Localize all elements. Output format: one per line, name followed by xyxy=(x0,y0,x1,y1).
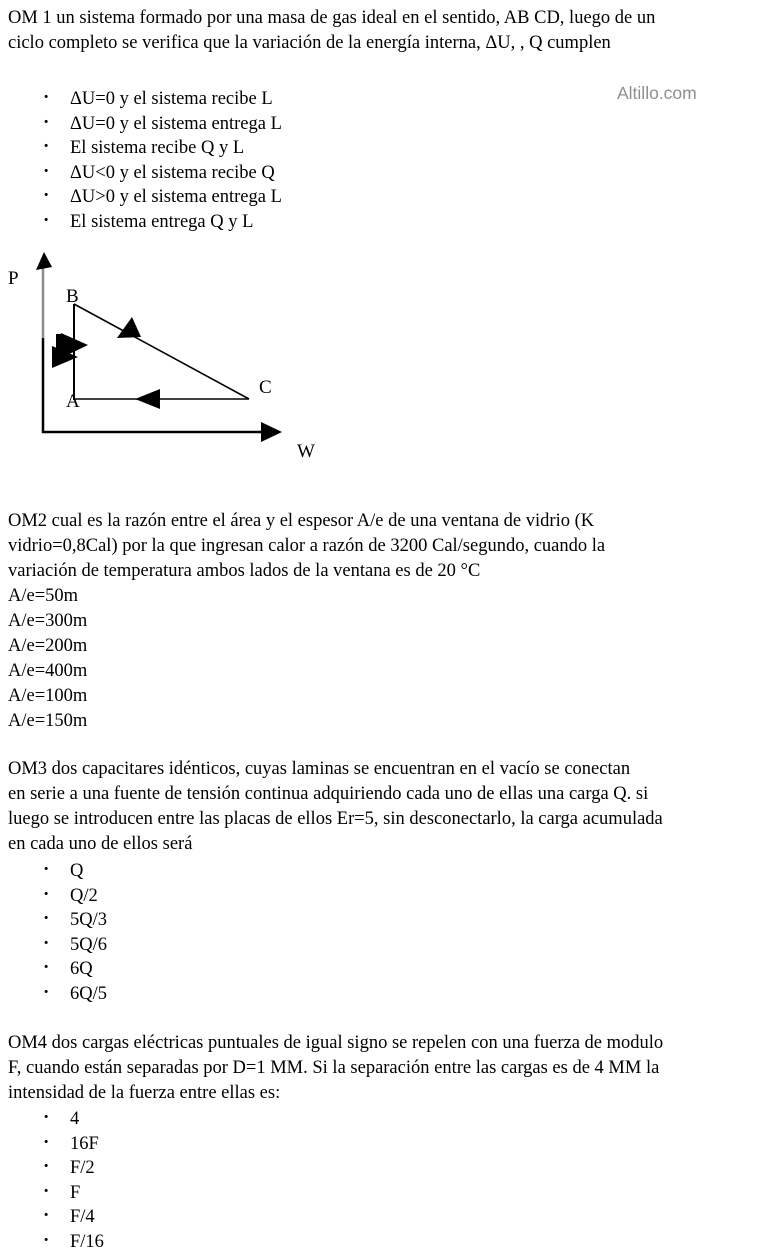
y-axis-label: P xyxy=(8,268,19,289)
bullet-icon: · xyxy=(43,209,50,231)
option-item xyxy=(8,161,778,186)
pw-cycle-diagram xyxy=(0,250,340,478)
option-item xyxy=(8,210,778,235)
option-text: ΔU<0 y el sistema recibe Q xyxy=(70,162,275,183)
segment-b-c xyxy=(74,304,249,399)
bullet-icon: · xyxy=(43,883,50,905)
option-text: A/e=150m xyxy=(8,711,88,731)
vertex-b-label: B xyxy=(66,286,79,307)
option-item xyxy=(8,87,778,112)
arrow-up-icon xyxy=(36,252,52,270)
bullet-icon: · xyxy=(43,1156,50,1178)
question-om3 xyxy=(8,757,778,857)
option-text: ΔU=0 y el sistema entrega L xyxy=(70,113,282,134)
arrow-right-icon xyxy=(261,422,282,442)
question-om1-line: OM 1 un sistema formado por una masa de gas ideal en el sentido, AB CD, luego de un xyxy=(8,8,656,28)
question-om4-options xyxy=(8,1107,778,1255)
question-om4 xyxy=(8,1031,778,1106)
option-text: 16F xyxy=(70,1133,99,1154)
question-om4-line: intensidad de la fuerza entre ellas es: xyxy=(8,1083,281,1103)
question-om1-line: ciclo completo se verifica que la variación de la energía interna, ΔU, , Q cumplen xyxy=(8,33,611,53)
option-item xyxy=(8,1181,778,1206)
option-text: F/16 xyxy=(70,1231,104,1252)
question-om3-line: en cada uno de ellos será xyxy=(8,834,193,854)
option-item xyxy=(8,859,778,884)
option-text: A/e=300m xyxy=(8,611,88,631)
option-item xyxy=(8,933,778,958)
option-item xyxy=(8,1156,778,1181)
option-item xyxy=(8,1205,778,1230)
option-text: A/e=400m xyxy=(8,661,88,681)
bullet-icon: · xyxy=(43,1131,50,1153)
option-item xyxy=(8,112,778,137)
option-item xyxy=(8,1230,778,1255)
bullet-icon: · xyxy=(43,160,50,182)
question-om4-line: OM4 dos cargas eléctricas puntuales de igual signo se repelen con una fuerza de modulo xyxy=(8,1033,664,1053)
question-om2 xyxy=(8,509,778,734)
bullet-icon: · xyxy=(43,1205,50,1227)
option-item xyxy=(8,982,778,1007)
vertex-a-label: A xyxy=(66,391,80,412)
bullet-icon: · xyxy=(43,908,50,930)
option-item xyxy=(8,957,778,982)
question-om1 xyxy=(8,6,778,56)
option-text: Q xyxy=(70,861,84,881)
option-text: ΔU=0 y el sistema recibe L xyxy=(70,89,273,109)
option-text: El sistema recibe Q y L xyxy=(70,138,245,159)
option-item xyxy=(8,1107,778,1132)
option-text: F xyxy=(70,1182,81,1203)
bullet-icon: · xyxy=(43,957,50,979)
option-item xyxy=(8,884,778,909)
question-om2-line: vidrio=0,8Cal) por la que ingresan calor a razón de 3200 Cal/segundo, cuando la xyxy=(8,536,606,556)
option-item xyxy=(8,185,778,210)
option-text: A/e=50m xyxy=(8,586,79,606)
watermark: Altillo.com xyxy=(617,83,697,103)
option-text: ΔU>0 y el sistema entrega L xyxy=(70,187,282,208)
option-text: 4 xyxy=(70,1109,80,1129)
arrow-c-to-a-icon xyxy=(135,389,160,409)
bullet-icon: · xyxy=(43,932,50,954)
option-item xyxy=(8,1132,778,1157)
option-text: 5Q/6 xyxy=(70,934,107,955)
option-text: Q/2 xyxy=(70,885,98,906)
bullet-icon: · xyxy=(43,111,50,133)
option-text: F/2 xyxy=(70,1158,95,1179)
option-item xyxy=(8,136,778,161)
question-om3-line: luego se introducen entre las placas de ellos Er=5, sin desconectarlo, la carga acumulada xyxy=(8,809,663,829)
option-text: 5Q/3 xyxy=(70,910,107,931)
bullet-icon: · xyxy=(43,87,50,108)
vertex-c-label: C xyxy=(259,377,272,398)
question-om3-options xyxy=(8,859,778,1007)
option-text: F/4 xyxy=(70,1207,95,1228)
option-text: 6Q xyxy=(70,959,93,980)
question-om2-line: OM2 cual es la razón entre el área y el espesor A/e de una ventana de vidrio (K xyxy=(8,511,595,531)
bullet-icon: · xyxy=(43,185,50,207)
arrow-b-to-c-icon xyxy=(117,317,141,338)
option-item xyxy=(8,908,778,933)
option-text: El sistema entrega Q y L xyxy=(70,211,254,232)
question-om3-line: en serie a una fuente de tensión continua adquiriendo cada uno de ellas una carga Q. si xyxy=(8,784,649,804)
x-axis-label: W xyxy=(297,441,315,462)
bullet-icon: · xyxy=(43,981,50,1003)
question-om4-line: F, cuando están separadas por D=1 MM. Si la separación entre las cargas es de 4 MM la xyxy=(8,1058,660,1078)
bullet-icon: · xyxy=(43,1229,50,1251)
bullet-icon: · xyxy=(43,136,50,158)
bullet-icon: · xyxy=(43,1107,50,1128)
option-text: A/e=200m xyxy=(8,636,88,656)
bullet-icon: · xyxy=(43,1180,50,1202)
question-om3-line: OM3 dos capacitares idénticos, cuyas laminas se encuentran en el vacío se conectan xyxy=(8,759,631,779)
option-text: A/e=100m xyxy=(8,686,88,706)
question-om1-options xyxy=(8,87,778,235)
question-om2-line: variación de temperatura ambos lados de la ventana es de 20 °C xyxy=(8,561,481,581)
option-text: 6Q/5 xyxy=(70,983,107,1004)
bullet-icon: · xyxy=(43,859,50,880)
